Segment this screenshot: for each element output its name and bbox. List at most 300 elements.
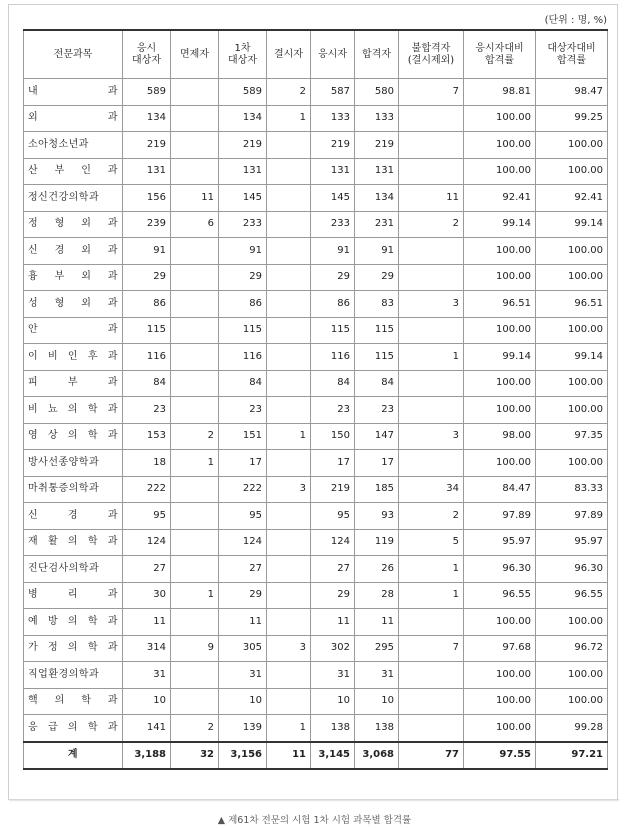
value-cell: 11 xyxy=(311,609,355,636)
value-cell: 6 xyxy=(171,211,219,238)
value-cell: 100.00 xyxy=(536,688,608,715)
value-cell: 580 xyxy=(355,79,399,106)
table-row xyxy=(24,132,608,159)
value-cell: 99.14 xyxy=(536,211,608,238)
value-cell: 92.41 xyxy=(536,185,608,212)
value-cell: 138 xyxy=(355,715,399,742)
value-cell: 10 xyxy=(311,688,355,715)
value-cell xyxy=(171,344,219,371)
value-cell: 222 xyxy=(219,476,267,503)
value-cell: 587 xyxy=(311,79,355,106)
value-cell: 302 xyxy=(311,635,355,662)
value-cell: 153 xyxy=(123,423,171,450)
department-cell: 외 과 xyxy=(24,105,123,132)
table-row xyxy=(24,344,608,371)
value-cell: 96.30 xyxy=(464,556,536,583)
value-cell: 3,188 xyxy=(123,742,171,770)
value-cell: 17 xyxy=(311,450,355,477)
value-cell: 98.47 xyxy=(536,79,608,106)
value-cell: 91 xyxy=(219,238,267,265)
value-cell: 84 xyxy=(219,370,267,397)
department-cell: 신 경 과 xyxy=(24,503,123,530)
value-cell: 97.55 xyxy=(464,742,536,770)
value-cell: 97.35 xyxy=(536,423,608,450)
department-cell: 마취통증의학과 xyxy=(24,476,123,503)
unit-note: (단위 : 명, %) xyxy=(544,15,607,26)
value-cell: 95.97 xyxy=(464,529,536,556)
value-cell xyxy=(399,238,464,265)
value-cell: 27 xyxy=(123,556,171,583)
value-cell: 131 xyxy=(219,158,267,185)
header-cell: 응시 대상자 xyxy=(123,30,171,79)
value-cell: 99.14 xyxy=(464,211,536,238)
value-cell: 95 xyxy=(219,503,267,530)
value-cell: 139 xyxy=(219,715,267,742)
department-cell: 병 리 과 xyxy=(24,582,123,609)
value-cell: 29 xyxy=(219,582,267,609)
value-cell xyxy=(399,662,464,689)
department-cell: 이 비 인 후 과 xyxy=(24,344,123,371)
value-cell: 92.41 xyxy=(464,185,536,212)
value-cell xyxy=(267,397,311,424)
value-cell xyxy=(267,158,311,185)
value-cell: 83 xyxy=(355,291,399,318)
value-cell: 100.00 xyxy=(536,317,608,344)
value-cell xyxy=(267,662,311,689)
value-cell: 589 xyxy=(219,79,267,106)
header-cell: 면제자 xyxy=(171,30,219,79)
value-cell: 1 xyxy=(399,556,464,583)
value-cell: 3 xyxy=(399,291,464,318)
value-cell: 233 xyxy=(311,211,355,238)
value-cell: 23 xyxy=(123,397,171,424)
value-cell xyxy=(171,132,219,159)
value-cell xyxy=(267,609,311,636)
value-cell: 1 xyxy=(399,582,464,609)
value-cell: 589 xyxy=(123,79,171,106)
value-cell: 219 xyxy=(355,132,399,159)
value-cell: 100.00 xyxy=(464,688,536,715)
value-cell: 28 xyxy=(355,582,399,609)
value-cell: 95 xyxy=(123,503,171,530)
department-cell: 피 부 과 xyxy=(24,370,123,397)
table-row xyxy=(24,264,608,291)
value-cell xyxy=(171,79,219,106)
value-cell: 86 xyxy=(123,291,171,318)
value-cell xyxy=(267,264,311,291)
value-cell: 29 xyxy=(311,264,355,291)
value-cell xyxy=(171,397,219,424)
value-cell xyxy=(267,582,311,609)
value-cell xyxy=(171,238,219,265)
table-row xyxy=(24,635,608,662)
value-cell: 1 xyxy=(399,344,464,371)
value-cell: 10 xyxy=(219,688,267,715)
value-cell xyxy=(267,450,311,477)
value-cell: 23 xyxy=(355,397,399,424)
header-cell: 응시자 xyxy=(311,30,355,79)
header-cell: 결시자 xyxy=(267,30,311,79)
department-cell: 영 상 의 학 과 xyxy=(24,423,123,450)
table-caption: ▲ 제61차 전문의 시험 1차 시험 과목별 합격률 xyxy=(217,815,412,826)
table-row xyxy=(24,238,608,265)
department-cell: 소아청소년과 xyxy=(24,132,123,159)
header-cell: 1차 대상자 xyxy=(219,30,267,79)
value-cell: 27 xyxy=(311,556,355,583)
value-cell: 133 xyxy=(311,105,355,132)
table-row xyxy=(24,423,608,450)
value-cell: 23 xyxy=(311,397,355,424)
value-cell xyxy=(171,688,219,715)
value-cell: 91 xyxy=(311,238,355,265)
value-cell: 99.14 xyxy=(536,344,608,371)
department-cell: 산 부 인 과 xyxy=(24,158,123,185)
value-cell: 145 xyxy=(219,185,267,212)
value-cell: 93 xyxy=(355,503,399,530)
value-cell: 100.00 xyxy=(464,158,536,185)
value-cell: 3 xyxy=(267,635,311,662)
value-cell: 219 xyxy=(311,476,355,503)
value-cell: 32 xyxy=(171,742,219,770)
value-cell xyxy=(171,370,219,397)
value-cell: 219 xyxy=(123,132,171,159)
value-cell: 3,156 xyxy=(219,742,267,770)
value-cell: 100.00 xyxy=(536,450,608,477)
value-cell: 3 xyxy=(267,476,311,503)
value-cell: 11 xyxy=(399,185,464,212)
value-cell: 124 xyxy=(123,529,171,556)
table-row xyxy=(24,185,608,212)
value-cell: 2 xyxy=(399,211,464,238)
value-cell: 100.00 xyxy=(464,397,536,424)
value-cell: 100.00 xyxy=(536,158,608,185)
value-cell xyxy=(267,291,311,318)
value-cell: 86 xyxy=(311,291,355,318)
value-cell xyxy=(171,105,219,132)
value-cell xyxy=(267,185,311,212)
value-cell xyxy=(267,132,311,159)
value-cell: 96.55 xyxy=(464,582,536,609)
value-cell: 314 xyxy=(123,635,171,662)
value-cell: 10 xyxy=(123,688,171,715)
header-cell: 전문과목 xyxy=(24,30,123,79)
value-cell: 100.00 xyxy=(536,397,608,424)
value-cell xyxy=(399,158,464,185)
value-cell: 100.00 xyxy=(464,238,536,265)
value-cell: 3,068 xyxy=(355,742,399,770)
value-cell: 84 xyxy=(311,370,355,397)
value-cell: 84 xyxy=(355,370,399,397)
department-cell: 안 과 xyxy=(24,317,123,344)
results-table xyxy=(23,29,608,770)
value-cell: 3,145 xyxy=(311,742,355,770)
value-cell: 100.00 xyxy=(536,238,608,265)
value-cell xyxy=(267,370,311,397)
value-cell: 134 xyxy=(355,185,399,212)
value-cell: 239 xyxy=(123,211,171,238)
table-row xyxy=(24,503,608,530)
value-cell: 29 xyxy=(123,264,171,291)
header-row xyxy=(24,30,608,79)
department-cell: 예 방 의 학 과 xyxy=(24,609,123,636)
table-row xyxy=(24,79,608,106)
department-cell: 직업환경의학과 xyxy=(24,662,123,689)
header-cell: 합격자 xyxy=(355,30,399,79)
value-cell: 7 xyxy=(399,79,464,106)
department-cell: 방사선종양학과 xyxy=(24,450,123,477)
value-cell: 133 xyxy=(355,105,399,132)
value-cell: 98.81 xyxy=(464,79,536,106)
value-cell: 134 xyxy=(219,105,267,132)
value-cell: 124 xyxy=(311,529,355,556)
value-cell xyxy=(399,688,464,715)
value-cell xyxy=(171,291,219,318)
table-row xyxy=(24,476,608,503)
value-cell: 99.25 xyxy=(536,105,608,132)
table-row xyxy=(24,609,608,636)
value-cell: 30 xyxy=(123,582,171,609)
value-cell: 11 xyxy=(171,185,219,212)
value-cell: 98.00 xyxy=(464,423,536,450)
value-cell: 156 xyxy=(123,185,171,212)
table-body xyxy=(24,79,608,770)
value-cell xyxy=(267,344,311,371)
value-cell: 96.51 xyxy=(536,291,608,318)
value-cell: 83.33 xyxy=(536,476,608,503)
value-cell xyxy=(267,529,311,556)
value-cell: 96.72 xyxy=(536,635,608,662)
value-cell: 100.00 xyxy=(464,264,536,291)
value-cell: 17 xyxy=(219,450,267,477)
department-cell: 핵 의 학 과 xyxy=(24,688,123,715)
table-row xyxy=(24,715,608,742)
value-cell: 1 xyxy=(171,450,219,477)
table-row xyxy=(24,317,608,344)
value-cell: 97.89 xyxy=(464,503,536,530)
value-cell: 233 xyxy=(219,211,267,238)
value-cell: 100.00 xyxy=(536,609,608,636)
value-cell: 7 xyxy=(399,635,464,662)
value-cell: 150 xyxy=(311,423,355,450)
value-cell xyxy=(171,317,219,344)
value-cell xyxy=(171,264,219,291)
value-cell: 151 xyxy=(219,423,267,450)
value-cell xyxy=(267,238,311,265)
value-cell: 31 xyxy=(219,662,267,689)
value-cell: 26 xyxy=(355,556,399,583)
value-cell: 10 xyxy=(355,688,399,715)
value-cell: 99.14 xyxy=(464,344,536,371)
department-cell: 재 활 의 학 과 xyxy=(24,529,123,556)
department-cell: 정신건강의학과 xyxy=(24,185,123,212)
value-cell: 100.00 xyxy=(536,370,608,397)
value-cell: 29 xyxy=(219,264,267,291)
value-cell xyxy=(171,476,219,503)
table-row xyxy=(24,556,608,583)
value-cell: 131 xyxy=(355,158,399,185)
value-cell: 11 xyxy=(267,742,311,770)
value-cell: 100.00 xyxy=(536,662,608,689)
value-cell: 97.21 xyxy=(536,742,608,770)
value-cell: 116 xyxy=(219,344,267,371)
table-panel xyxy=(8,4,618,800)
value-cell: 11 xyxy=(355,609,399,636)
department-cell: 성 형 외 과 xyxy=(24,291,123,318)
value-cell: 97.68 xyxy=(464,635,536,662)
value-cell xyxy=(171,609,219,636)
value-cell: 100.00 xyxy=(464,450,536,477)
panel-shadow xyxy=(9,799,619,802)
value-cell xyxy=(267,317,311,344)
value-cell: 97.89 xyxy=(536,503,608,530)
value-cell: 100.00 xyxy=(464,317,536,344)
table-row xyxy=(24,688,608,715)
value-cell xyxy=(171,556,219,583)
value-cell: 91 xyxy=(123,238,171,265)
value-cell: 115 xyxy=(355,317,399,344)
value-cell: 115 xyxy=(123,317,171,344)
department-cell: 비 뇨 의 학 과 xyxy=(24,397,123,424)
value-cell: 31 xyxy=(355,662,399,689)
value-cell: 116 xyxy=(123,344,171,371)
value-cell: 31 xyxy=(311,662,355,689)
value-cell xyxy=(399,397,464,424)
value-cell xyxy=(267,556,311,583)
value-cell: 17 xyxy=(355,450,399,477)
value-cell: 96.55 xyxy=(536,582,608,609)
value-cell xyxy=(171,503,219,530)
value-cell xyxy=(171,662,219,689)
value-cell: 95 xyxy=(311,503,355,530)
value-cell: 219 xyxy=(311,132,355,159)
table-row xyxy=(24,529,608,556)
value-cell: 100.00 xyxy=(536,132,608,159)
value-cell: 119 xyxy=(355,529,399,556)
value-cell: 29 xyxy=(355,264,399,291)
value-cell: 131 xyxy=(311,158,355,185)
value-cell: 29 xyxy=(311,582,355,609)
value-cell: 86 xyxy=(219,291,267,318)
value-cell xyxy=(399,715,464,742)
value-cell xyxy=(399,132,464,159)
value-cell: 100.00 xyxy=(464,715,536,742)
value-cell: 84 xyxy=(123,370,171,397)
department-cell: 진단검사의학과 xyxy=(24,556,123,583)
value-cell: 91 xyxy=(355,238,399,265)
value-cell xyxy=(399,370,464,397)
department-cell: 가 정 의 학 과 xyxy=(24,635,123,662)
table-row xyxy=(24,582,608,609)
table-row xyxy=(24,370,608,397)
value-cell xyxy=(399,450,464,477)
value-cell: 100.00 xyxy=(464,609,536,636)
department-cell: 정 형 외 과 xyxy=(24,211,123,238)
header-cell: 응시자대비 합격률 xyxy=(464,30,536,79)
value-cell: 138 xyxy=(311,715,355,742)
value-cell: 11 xyxy=(123,609,171,636)
value-cell: 222 xyxy=(123,476,171,503)
department-cell: 신 경 외 과 xyxy=(24,238,123,265)
value-cell xyxy=(399,317,464,344)
value-cell: 96.30 xyxy=(536,556,608,583)
value-cell: 145 xyxy=(311,185,355,212)
value-cell: 115 xyxy=(355,344,399,371)
value-cell: 95.97 xyxy=(536,529,608,556)
value-cell: 131 xyxy=(123,158,171,185)
value-cell: 100.00 xyxy=(464,132,536,159)
value-cell: 1 xyxy=(171,582,219,609)
value-cell xyxy=(267,503,311,530)
table-row xyxy=(24,662,608,689)
table-row xyxy=(24,291,608,318)
table-row xyxy=(24,211,608,238)
value-cell: 99.28 xyxy=(536,715,608,742)
header-cell: 대상자대비 합격률 xyxy=(536,30,608,79)
value-cell: 295 xyxy=(355,635,399,662)
value-cell: 18 xyxy=(123,450,171,477)
value-cell xyxy=(171,529,219,556)
value-cell: 34 xyxy=(399,476,464,503)
value-cell: 1 xyxy=(267,423,311,450)
department-cell: 내 과 xyxy=(24,79,123,106)
value-cell: 100.00 xyxy=(464,370,536,397)
value-cell: 84.47 xyxy=(464,476,536,503)
value-cell: 96.51 xyxy=(464,291,536,318)
value-cell: 231 xyxy=(355,211,399,238)
value-cell: 147 xyxy=(355,423,399,450)
header-cell: 불합격자 (결시제외) xyxy=(399,30,464,79)
value-cell: 11 xyxy=(219,609,267,636)
value-cell: 116 xyxy=(311,344,355,371)
value-cell: 1 xyxy=(267,105,311,132)
value-cell xyxy=(171,158,219,185)
value-cell: 115 xyxy=(219,317,267,344)
value-cell: 134 xyxy=(123,105,171,132)
table-row xyxy=(24,105,608,132)
value-cell: 9 xyxy=(171,635,219,662)
value-cell: 115 xyxy=(311,317,355,344)
value-cell: 2 xyxy=(267,79,311,106)
value-cell: 2 xyxy=(399,503,464,530)
department-cell: 계 xyxy=(24,742,123,770)
value-cell: 23 xyxy=(219,397,267,424)
value-cell: 27 xyxy=(219,556,267,583)
value-cell xyxy=(399,105,464,132)
value-cell: 3 xyxy=(399,423,464,450)
value-cell: 5 xyxy=(399,529,464,556)
value-cell: 124 xyxy=(219,529,267,556)
value-cell: 185 xyxy=(355,476,399,503)
total-row xyxy=(24,742,608,770)
value-cell xyxy=(267,211,311,238)
value-cell: 77 xyxy=(399,742,464,770)
value-cell: 100.00 xyxy=(536,264,608,291)
value-cell: 141 xyxy=(123,715,171,742)
department-cell: 흉 부 외 과 xyxy=(24,264,123,291)
value-cell xyxy=(267,688,311,715)
table-row xyxy=(24,397,608,424)
value-cell: 305 xyxy=(219,635,267,662)
value-cell xyxy=(399,609,464,636)
value-cell: 1 xyxy=(267,715,311,742)
table-row xyxy=(24,450,608,477)
value-cell: 100.00 xyxy=(464,105,536,132)
value-cell xyxy=(399,264,464,291)
value-cell: 100.00 xyxy=(464,662,536,689)
department-cell: 응 급 의 학 과 xyxy=(24,715,123,742)
table-row xyxy=(24,158,608,185)
value-cell: 31 xyxy=(123,662,171,689)
